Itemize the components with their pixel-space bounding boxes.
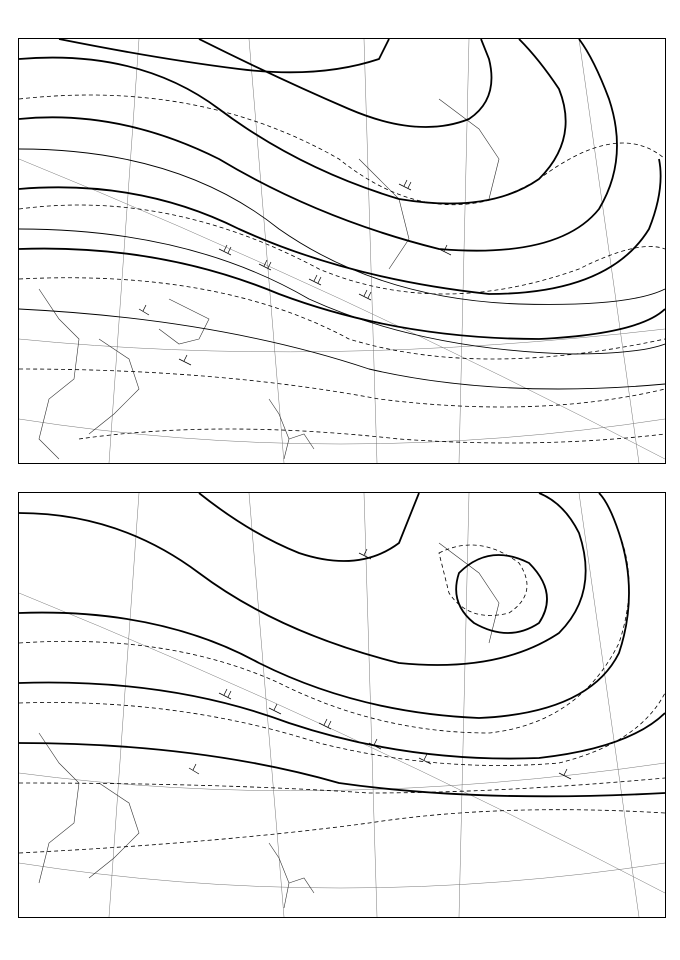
isotherms — [19, 95, 665, 443]
latlon-grid — [19, 39, 665, 463]
map-300hpa-chart — [19, 39, 665, 463]
wind-barbs — [189, 549, 571, 779]
map-panel-300hpa — [18, 38, 666, 464]
coastline — [39, 543, 499, 908]
map-500hpa-chart — [19, 493, 665, 917]
height-contours — [19, 493, 665, 796]
isotherms — [19, 533, 665, 853]
height-contours — [19, 39, 665, 339]
isotachs — [19, 149, 665, 389]
latlon-grid — [19, 493, 665, 917]
map-panel-500hpa — [18, 492, 666, 918]
